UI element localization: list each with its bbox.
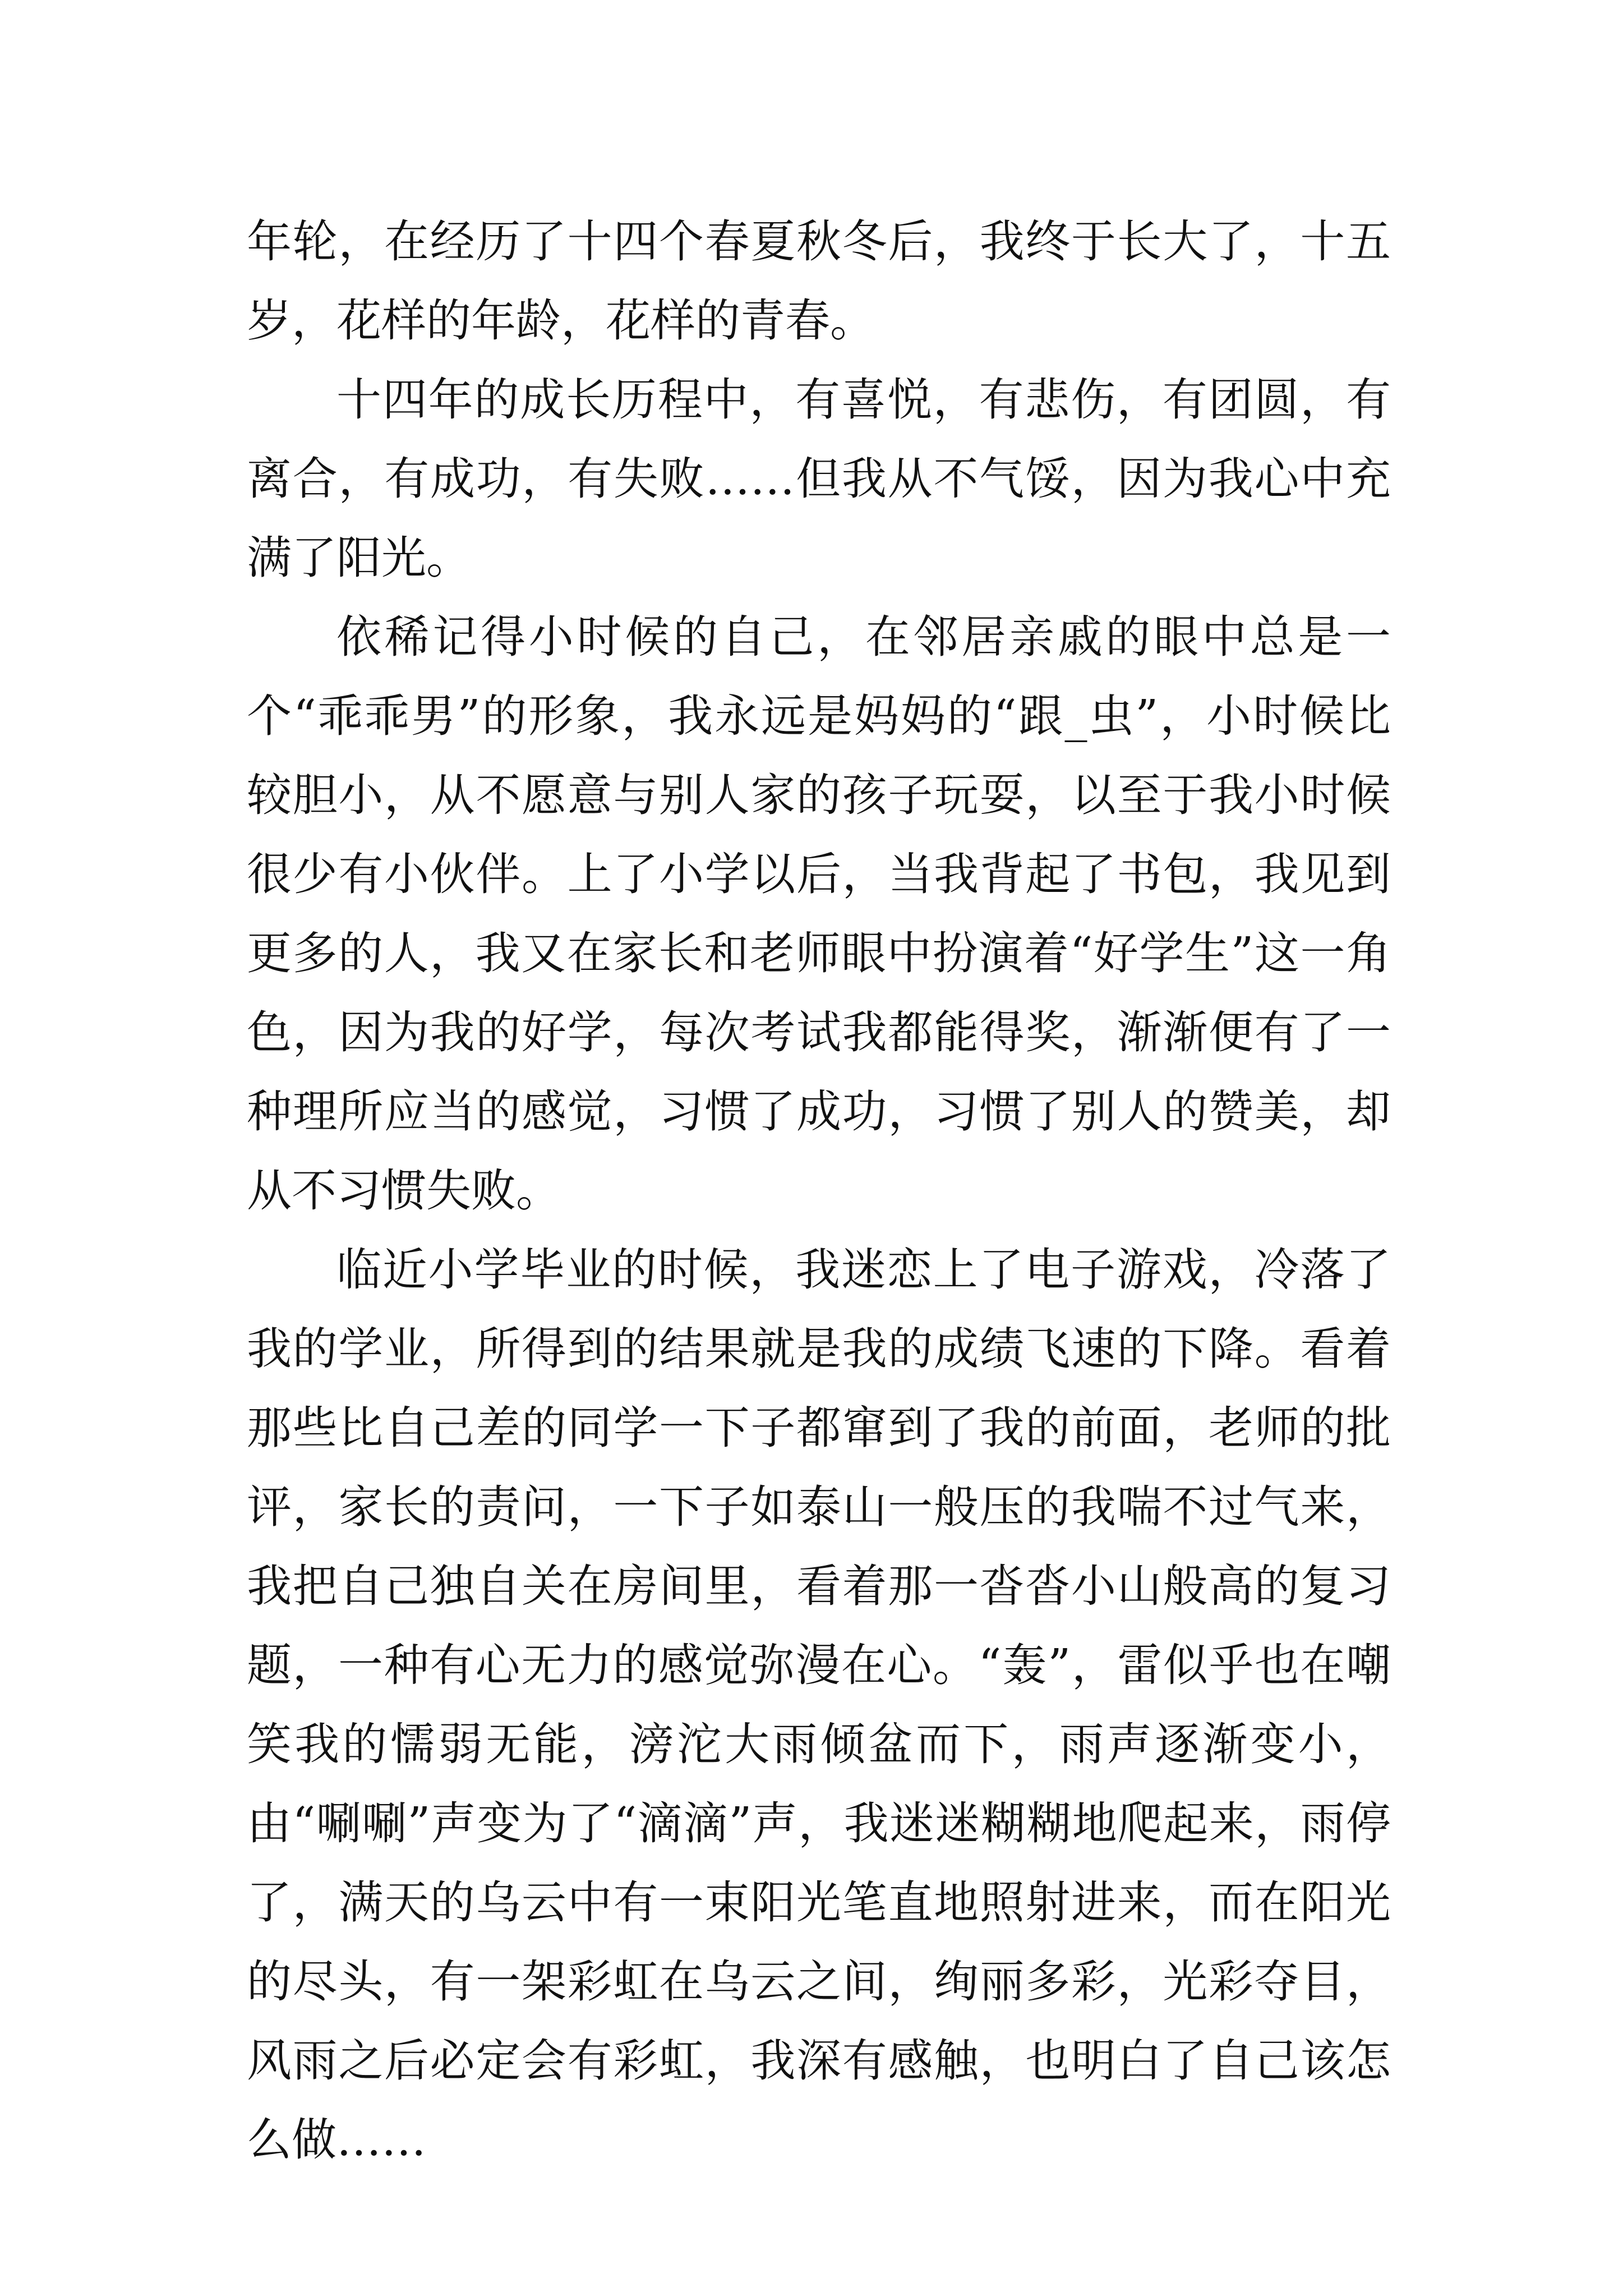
paragraph-4: 临近小学毕业的时候，我迷恋上了电子游戏，冷落了我的学业，所得到的结果就是我的成绩飞速的下降。看着那些比自己差的同学一下子都窜到了我的前面，老师的批评，家长的责问，一下子如泰山一般压的我喘不过气来，我把自己独自关在房间里，看着那一沓沓小山般高的复习题，一种有心无力的感觉弥漫在心。“轰”，雷似乎也在嘲笑我的懦弱无能，滂沱大雨倾盆而下，雨声逐渐变小，由“唰唰”声变为了“滴滴”声，我迷迷糊糊地爬起来，雨停了，满天的乌云中有一束阳光笔直地照射进来，而在阳光的尽头，有一架彩虹在乌云之间，绚丽多彩，光彩夺目，风雨之后必定会有彩虹，我深有感触，也明白了自己该怎么做…… bbox=[247, 1244, 1391, 2166]
paragraph-2: 十四年的成长历程中，有喜悦，有悲伤，有团圆，有离合，有成功，有失败……但我从不气馁，因为我心中充满了阳光。 bbox=[247, 374, 1391, 584]
document-body bbox=[247, 202, 1391, 2179]
paragraph-1: 年轮，在经历了十四个春夏秋冬后，我终于长大了，十五岁，花样的年龄，花样的青春。 bbox=[247, 215, 1391, 347]
paragraph-3: 依稀记得小时候的自己，在邻居亲戚的眼中总是一个“乖乖男”的形象，我永远是妈妈的“跟_虫”，小时候比较胆小，从不愿意与别人家的孩子玩耍，以至于我小时候很少有小伙伴。上了小学以后，当我背起了书包，我见到更多的人，我又在家长和老师眼中扮演着“好学生”这一角色，因为我的好学，每次考试我都能得奖，渐渐便有了一种理所应当的感觉，习惯了成功，习惯了别人的赞美，却从不习惯失败。 bbox=[247, 611, 1391, 1217]
